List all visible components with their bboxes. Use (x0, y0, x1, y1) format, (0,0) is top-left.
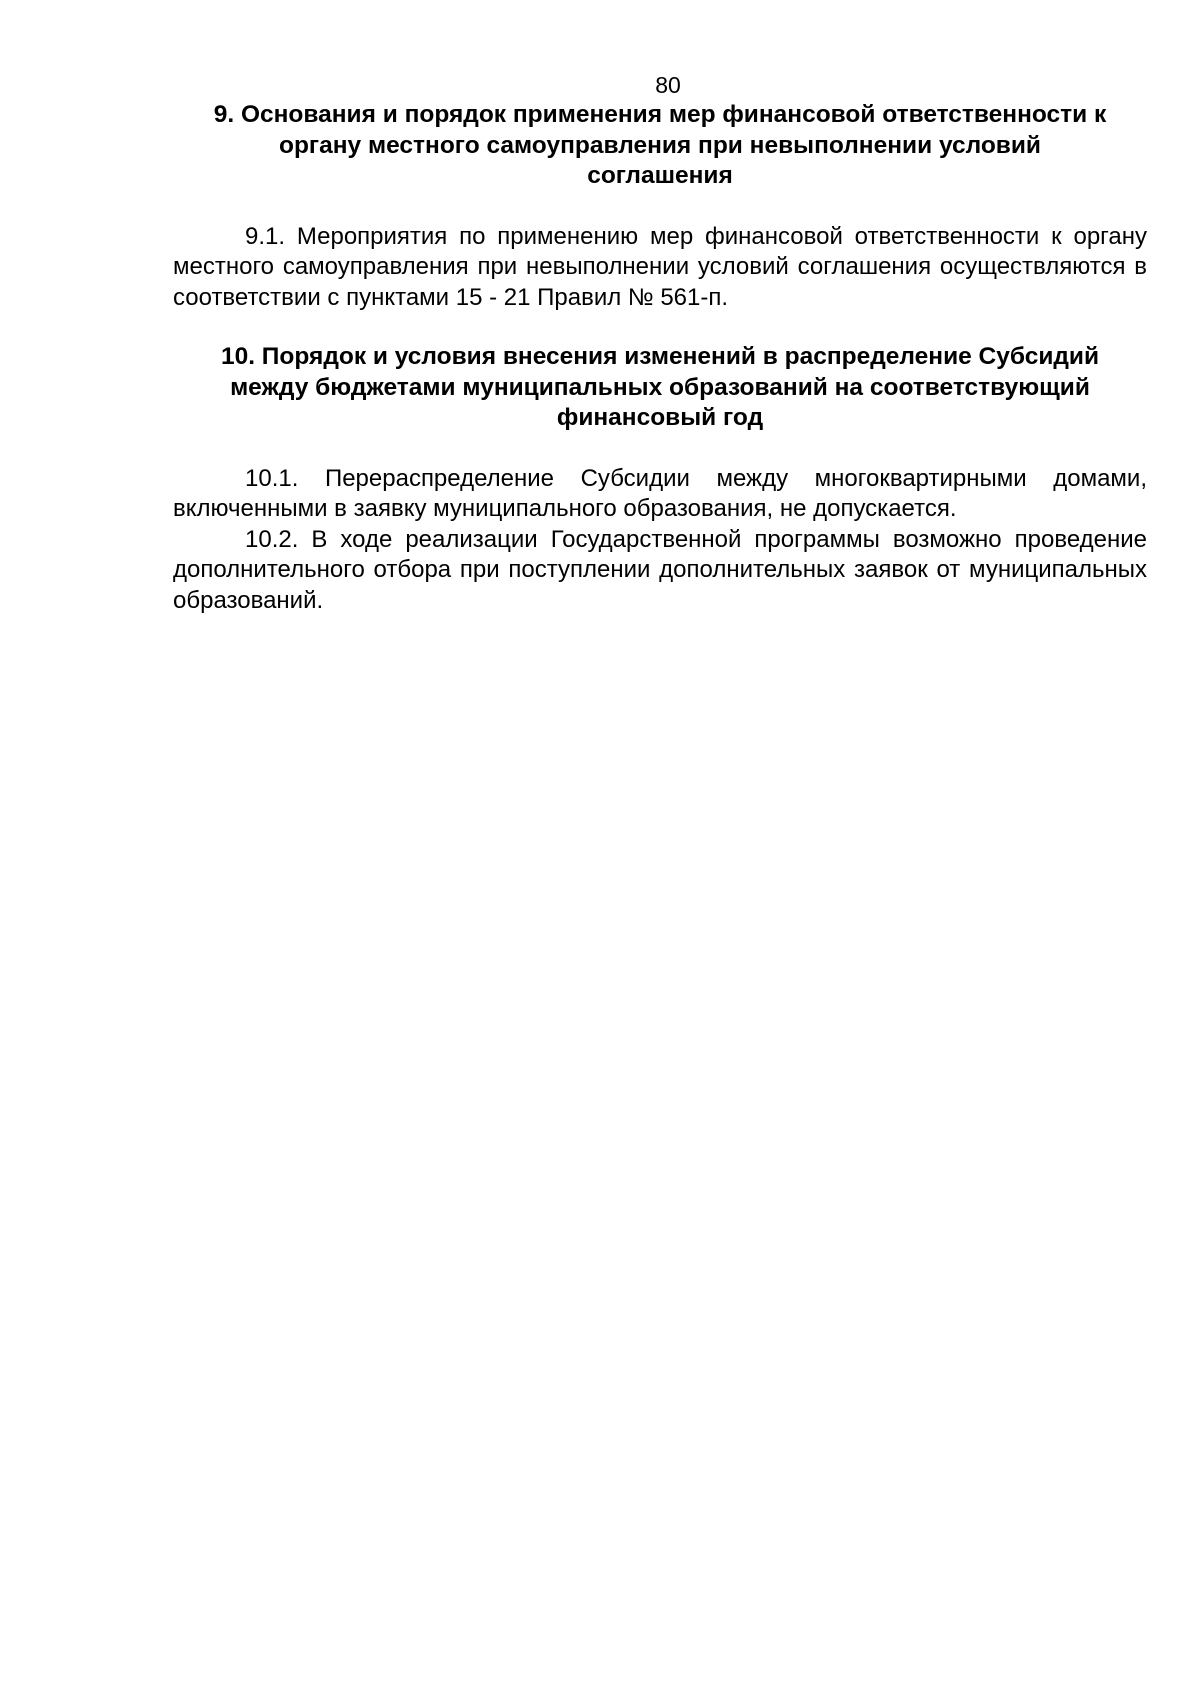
paragraph-10-2: 10.2. В ходе реализации Государственной программы возможно проведение дополнительного отбора при поступлении дополнительных заявок от муниципальных образований. (173, 525, 1147, 614)
section-9-title-line-2: органу местного самоуправления при невыполнении условий (279, 131, 1041, 159)
page-number: 80 (655, 72, 681, 98)
section-9-title (173, 100, 1147, 192)
spacer (173, 313, 1147, 342)
section-9-title-line-3: соглашения (587, 162, 733, 189)
section-9-title-line-1: 9. Основания и порядок применения мер финансовой ответственности к (213, 101, 1107, 128)
section-10-title-line-2: между бюджетами муниципальных образований на соответствующий (230, 373, 1090, 401)
section-10-title-line-3: финансовый год (556, 404, 764, 431)
paragraph-10-1: 10.1. Перераспределение Субсидии между многоквартирными домами, включенными в заявку муниципального образования, не допускается. (173, 464, 1147, 522)
section-10-title-line-1: 10. Порядок и условия внесения изменений в распределение Субсидий (220, 343, 1100, 370)
spacer (173, 434, 1147, 464)
section-10-title (173, 342, 1147, 434)
page-content (173, 70, 1147, 616)
spacer (173, 192, 1147, 222)
paragraph-9-1: 9.1. Мероприятия по применению мер финансовой ответственности к органу местного самоуправления при невыполнении условий соглашения осуществляются в соответствии с пунктами 15 - 21 Правил № 561-п. (173, 222, 1147, 311)
